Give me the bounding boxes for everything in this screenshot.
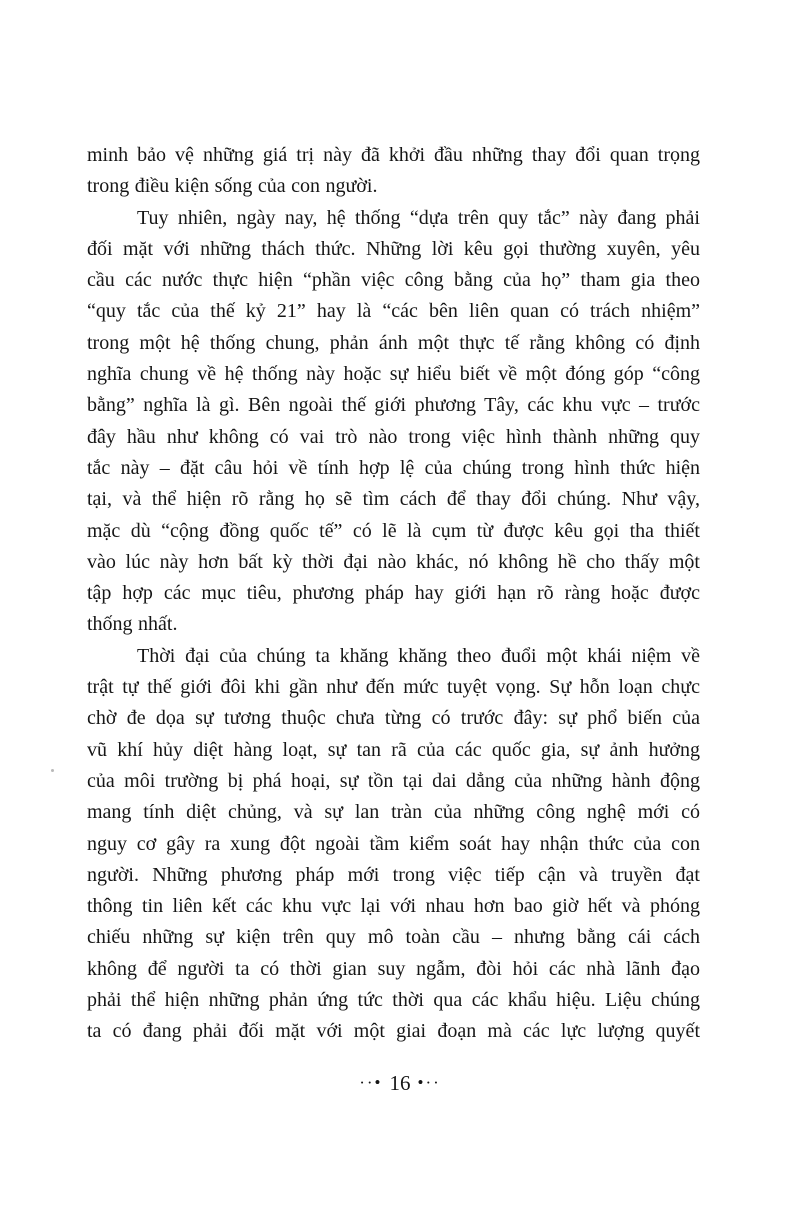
text-line: trong một hệ thống chung, phản ánh một thực tế rằng không có định (87, 331, 700, 354)
text-line: “quy tắc của thế kỷ 21” hay là “các bên liên quan có trách nhiệm” (87, 300, 700, 323)
text-line: ta có đang phải đối mặt với một giai đoạn mà các lực lượng quyết (87, 1020, 700, 1043)
text-line: thông tin liên kết các khu vực lại với nhau hơn bao giờ hết và phóng (87, 895, 700, 918)
text-line: nguy cơ gây ra xung đột ngoài tầm kiểm soát hay nhận thức của con (87, 832, 700, 855)
footer-ornament-right: •·· (417, 1073, 441, 1092)
page-footer (0, 1068, 800, 1100)
text-line: Thời đại của chúng ta khăng khăng theo đuổi một khái niệm về (137, 644, 700, 667)
paragraph-continuation (87, 140, 700, 203)
text-line: phải thể hiện những phản ứng tức thời qua các khẩu hiệu. Liệu chúng (87, 989, 700, 1012)
text-line: Tuy nhiên, ngày nay, hệ thống “dựa trên quy tắc” này đang phải (137, 206, 700, 229)
text-line: chờ đe dọa sự tương thuộc chưa từng có trước đây: sự phổ biến của (87, 707, 700, 730)
text-line: nghĩa chung về hệ thống này hoặc sự hiểu biết về một đóng góp “công (87, 363, 700, 386)
paragraph-rules-system (87, 203, 700, 641)
text-line: tại, và thể hiện rõ rằng họ sẽ tìm cách để thay đổi chúng. Như vậy, (87, 488, 700, 511)
text-line: mặc dù “cộng đồng quốc tế” có lẽ là cụm từ được kêu gọi tha thiết (87, 519, 700, 542)
text-line: đây hầu như không có vai trò nào trong việc hình thành những quy (87, 425, 700, 448)
text-line: minh bảo vệ những giá trị này đã khởi đầu những thay đổi quan trọng (87, 144, 700, 166)
text-line: bằng” nghĩa là gì. Bên ngoài thế giới phương Tây, các khu vực – trước (87, 394, 700, 417)
text-line: người. Những phương pháp mới trong việc tiếp cận và truyền đạt (87, 863, 700, 886)
page-number: 16 (389, 1071, 411, 1095)
paragraph-world-order (87, 641, 700, 1048)
footer-ornament-left: ··• (359, 1073, 383, 1092)
scan-artifact-speck (51, 769, 54, 772)
text-line: thống nhất. (87, 613, 178, 636)
text-line: tập hợp các mục tiêu, phương pháp hay giới hạn rõ ràng hoặc được (87, 582, 700, 605)
text-line: của môi trường bị phá hoại, sự tồn tại dai dẳng của những hành động (87, 769, 700, 792)
text-line: trật tự thế giới đôi khi gần như đến mức tuyệt vọng. Sự hỗn loạn chực (87, 676, 700, 699)
text-line: đối mặt với những thách thức. Những lời kêu gọi thường xuyên, yêu (87, 237, 700, 260)
text-line: mang tính diệt chủng, và sự lan tràn của những công nghệ mới có (87, 801, 700, 824)
text-line: tắc này – đặt câu hỏi về tính hợp lệ của chúng trong hình thức hiện (87, 456, 700, 479)
body-text (87, 140, 700, 1048)
text-line: trong điều kiện sống của con người. (87, 175, 378, 198)
text-line: không để người ta có thời gian suy ngẫm, đòi hỏi các nhà lãnh đạo (87, 957, 700, 980)
text-line: chiếu những sự kiện trên quy mô toàn cầu – nhưng bằng cái cách (87, 926, 700, 949)
text-line: vũ khí hủy diệt hàng loạt, sự tan rã của các quốc gia, sự ảnh hưởng (87, 738, 700, 761)
text-line: vào lúc này hơn bất kỳ thời đại nào khác, nó không hề cho thấy một (87, 550, 700, 573)
text-line: cầu các nước thực hiện “phần việc công bằng của họ” tham gia theo (87, 269, 700, 292)
